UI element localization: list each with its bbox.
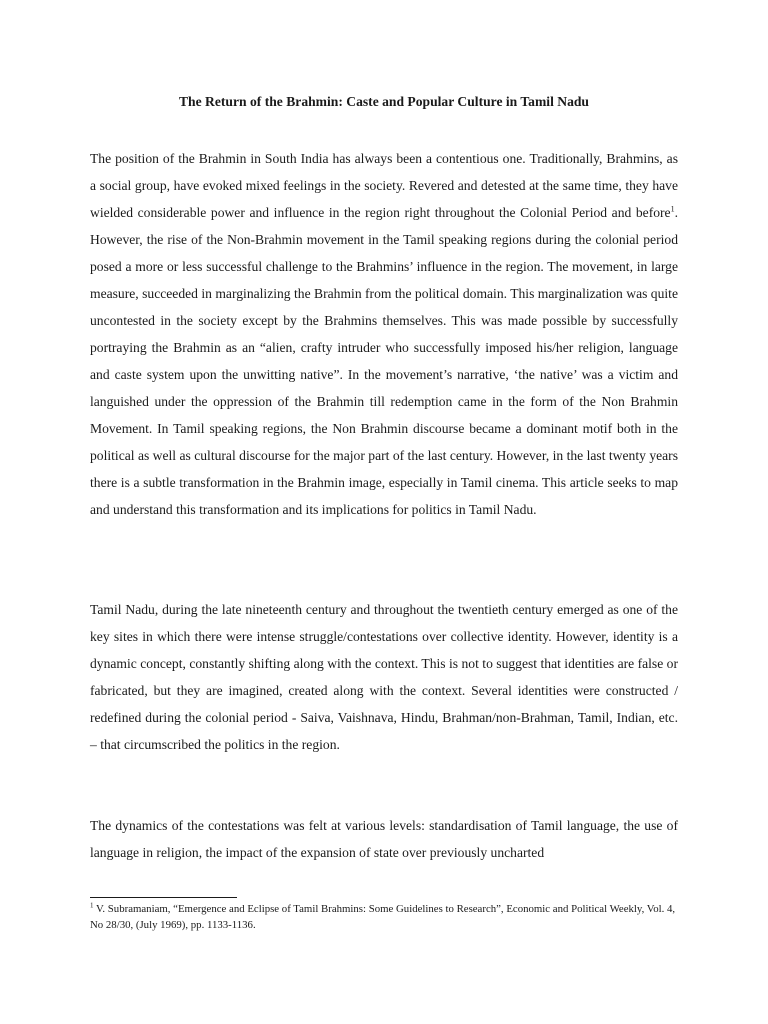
paragraph-3: The dynamics of the contestations was felt at various levels: standardisation of Tamil language, the use of language in religion, the impact of the expansion of state over previously uncharted [90, 818, 678, 860]
document-title: The Return of the Brahmin: Caste and Popular Culture in Tamil Nadu [178, 94, 589, 109]
paragraph-1-text-before-ref: The position of the Brahmin in South India has always been a contentious one. Traditionally, Brahmins, as a social group, have evoked mixed feelings in the society. Revered and detested at the same time, they have wielded considerable power and influence in the region right throughout the Colonial Period and before [90, 151, 678, 220]
footnote-text: V. Subramaniam, “Emergence and Eclipse of Tamil Brahmins: Some Guidelines to Research”, Economic and Political Weekly, Vol. 4, No 28/30, (July 1969), pp. 1133-1136. [90, 903, 676, 931]
footnote-separator [90, 897, 237, 898]
footnote [90, 901, 678, 933]
paragraph-1-text-after-ref: . However, the rise of the Non-Brahmin movement in the Tamil speaking regions during the colonial period posed a more or less successful challenge to the Brahmins’ influence in the region. The movement, in large measure, succeeded in marginalizing the Brahmin from the political domain. This marginalization was quite uncontested in the society except by the Brahmins themselves. This was made possible by successfully portraying the Brahmin as an “alien, crafty intruder who successfully imposed his/her religion, language and caste system upon the unwitting native”. In the movement’s narrative, ‘the native’ was a victim and languished under the oppression of the Brahmin till redemption came in the form of the Non Brahmin Movement. In Tamil speaking regions, the Non Brahmin discourse became a dominant motif both in the political as well as cultural discourse for the major part of the last century. However, in the last twenty years there is a subtle transformation in the Brahmin image, especially in Tamil cinema. This article seeks to map and understand this transformation and its implications for politics in Tamil Nadu. [90, 205, 678, 517]
footnote-marker: 1 [90, 901, 94, 910]
paragraph-1 [90, 145, 678, 523]
footnote-reference[interactable]: 1 [670, 204, 675, 214]
paragraph-2: Tamil Nadu, during the late nineteenth century and throughout the twentieth century emerged as one of the key sites in which there were intense struggle/contestations over collective identity. However, identity is a dynamic concept, constantly shifting along with the context. This is not to suggest that identities are false or fabricated, but they are imagined, created along with the context. Several identities were constructed / redefined during the colonial period - Saiva, Vaishnava, Hindu, Brahman/non-Brahman, Tamil, Indian, etc. – that circumscribed the politics in the region. [90, 602, 678, 752]
